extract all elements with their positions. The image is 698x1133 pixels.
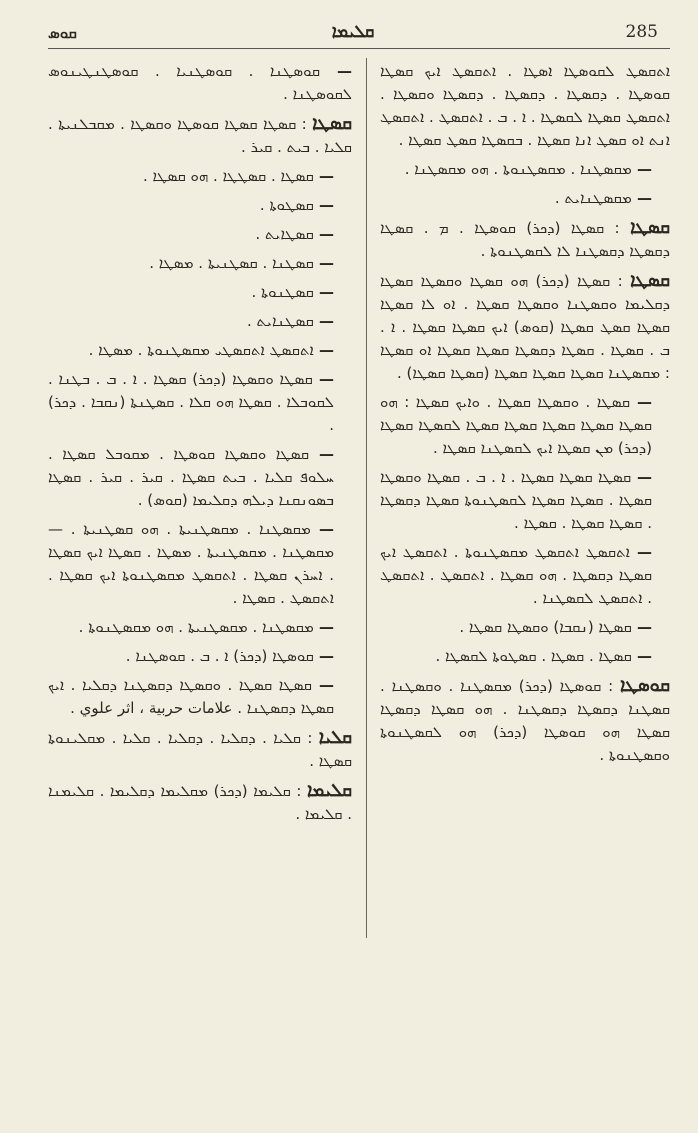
entry-text: ܩܣܛܢܐ . ܩܣܛܢܝܬܐ . ܡܣܛܐ . [149,254,314,272]
entry-text: ܩܣܛܐ ܩܣܛܐ . ܘܩܣܛܐ ܕܩܣܛܢܐ ܕܩܠܝܐ . ܐܝܟ ܩܣܛܐ ܕܩܣܛܢܐ . علامات حربية ، اثر علوي . [48,676,334,717]
right-column [380,60,670,773]
entry-dash: — [309,445,334,463]
dictionary-subentry [48,339,352,362]
entry-dash: — [311,676,334,694]
running-head-left: ܩܘܣ [48,24,77,42]
entry-text: ܩܣܛܐ ܘܩܣܛܐ (ܕܟܪ) ܩܣܛܐ . ܐ . ܒ . ܒܛܢܐ . ܠܩܘܒܠܐ . ܩܣܛܐ ܗܘ ܩܠܐ . ܩܣܛܢܬܐ (ܢܩܒܐ . ܕܟܪ) . [48,370,334,434]
left-column [48,60,352,832]
entry-dash: — [313,225,334,243]
dictionary-subentry [48,443,352,512]
dictionary-subentry [380,187,670,210]
dictionary-entry [48,779,352,826]
entry-text: ܡܩܣܛܢܐ . ܡܩܣܛܢܝܬܐ . ܗܘ ܩܣܛܢܝܬܐ . — ܡܩܣܛܢܐ . ܡܩܣܛܢܝܬܐ . ܡܣܛܐ . ܩܣܛܐ ܐܝܟ ܩܣܛܐ . ܐܚܪܢ ܩܣܛܐ . ܐܬܩܣܛ ܡܩܣܛܢܘܬܐ ܐܝܟ ܩܣܛܐ . ܐܬܩܣܛ . ܩܣܛܐ . [48,520,334,607]
running-head-center: ܩܠܝܡܐ [331,22,375,42]
entry-text: ܩܣܛܐ ܘܩܣܛܐ ܩܘܣܛܐ . ܡܩܘܒܠ ܩܣܛܐ . ܚܠܘܦ ܩܠܝܐ . ܒܝܬ ܩܣܛܐ . ܩܝܪ . ܩܝܪ . ܩܣܛܐ ܒܣܘܢܩܢܐ ܕܝܠܗ ܕܩܠܝܡܐ (ܩܘܣ) . [48,445,334,509]
entry-dash: — [313,167,334,185]
entry-dash: — [310,520,334,538]
dictionary-subentry [48,368,352,437]
dictionary-subentry [48,281,352,304]
entry-dash: — [631,468,652,486]
entry-dash: — [313,254,334,272]
dictionary-subentry [48,165,352,188]
dictionary-subentry [48,223,352,246]
page-number: 285 [625,22,658,42]
entry-text: : ܩܠܝܐ . ܕܩܠܝܐ . ܕܩܠܝܐ . ܩܠܝܐ . ܡܩܠܝܢܘܬܐ ܩܣܛܐ . [48,729,352,770]
entry-dash: — [631,647,652,665]
entry-text: ܐܬܩܣܛ ܠܩܘܣܛܐ ܐܣܛܐ . ܐܬܩܣܛ ܐܝܟ ܩܣܛܐ ܩܘܣܛܐ . ܕܩܣܛܐ . ܕܩܣܛܐ . ܕܩܣܛܐ ܘܩܣܛܐ . ܐܬܩܣܛ ܩܣܛܐ ܠܩܣܛܐ . ܐ . ܒ . ܐܬܩܣܛ . ܐܬܩܣܛ ܐܢܬ ܐܘ ܩܣܛ ܐܢܐ ܩܣܛܐ . ܒܩܣܛܐ ܩܣܛ ܩܣܛܐ . [380,62,670,149]
entry-text: ܡܩܣܛܢܐܝܬ . [554,189,632,207]
entry-dash: — [631,160,652,178]
dictionary-subentry [380,391,670,460]
column-divider [366,58,367,938]
entry-text: ܡܩܣܛܢܐ . ܡܩܣܛܢܘܬܐ . ܗܘ ܡܩܣܛܢܐ . [404,160,632,178]
dictionary-subentry [48,310,352,333]
dictionary-entry [48,726,352,773]
dictionary-subentry [48,60,352,106]
entry-text: ܩܘܣܛܐ (ܕܟܪ) ܐ . ܒ . ܩܘܣܛܢܐ . [125,647,314,665]
entry-text: ܩܣܛܐ (ܢܩܒܐ) ܘܩܣܛܐ ܩܣܛܐ . [459,618,632,636]
entry-dash: — [631,618,652,636]
entry-text: ܐܬܩܣܛ ܐܬܩܣܛ ܡܩܣܛܢܘܬܐ . ܐܬܩܣܛ ܐܝܟ ܩܣܛܐ ܕܩܣܛܐ . ܗܘ ܩܣܛܐ . ܐܬܩܣܛ . ܐܬܩܣܛ . ܐܬܩܣܛ ܠܩܣܛܢܐ . [380,543,652,607]
entry-dash: — [320,62,352,80]
dictionary-subentry [48,645,352,668]
dictionary-subentry [380,645,670,668]
entry-dash: — [313,647,334,665]
dictionary-subentry [48,674,352,720]
headword: ܩܣܛܐ [312,113,352,134]
entry-dash: — [313,312,334,330]
entry-text: ܩܣܛܐܝܬ . [255,225,314,243]
entry-text: ܩܣܛܐ . ܩܣܛܛܐ . ܗܘ ܩܣܛܐ . [142,167,314,185]
dictionary-entry [380,216,670,263]
entry-text: ܩܘܣܛܢܐ . ܩܘܣܛܢܝܐ . ܩܘܣܛܢܛܝܢܘܣ ܠܩܘܣܛܢܐ . [48,62,352,103]
entry-dash: — [313,196,334,214]
entry-text: : ܩܠܝܡܐ (ܕܟܪ) ܡܩܠܝܡܐ ܕܩܠܝܡܐ . ܩܠܝܡܢܐ . ܩܠܝܡܐ . [48,782,352,823]
headword: ܩܘܣܛܐ [620,675,670,696]
entry-text: ܩܣܛܐ . ܘܩܣܛܐ ܩܣܛܐ . ܘܐܝܟ ܩܣܛܐ : ܗܘ ܩܣܛܐ ܩܣܛܐ ܩܣܛܐ ܩܣܛܐ ܩܣܛܐ ܠܩܣܛܐ ܩܣܛܐ (ܕܟܪ) ܡܢ ܩܣܛܐ ܐܝܟ ܠܩܣܛܢܐ ܩܣܛܐ . [380,393,652,457]
dictionary-entry [380,269,670,385]
entry-text: ܩܣܛܘܬܐ . [259,196,314,214]
dictionary-entry [48,112,352,159]
entry-dash: — [313,283,334,301]
headword: ܩܣܛܐ [630,217,670,238]
dictionary-subentry [380,616,670,639]
header-rule [48,48,670,49]
headword: ܩܣܛܐ [630,270,670,291]
entry-dash: — [629,543,652,561]
entry-dash: — [312,370,334,388]
entry-text: ܩܣܛܢܘܬܐ . [251,283,314,301]
dictionary-subentry [380,158,670,181]
dictionary-subentry [48,252,352,275]
entry-text: ܡܩܣܛܢܐ . ܡܩܣܛܢܝܬܐ . ܗܘ ܡܩܣܛܢܘܬܐ . [78,618,314,636]
entry-dash: — [313,618,334,636]
dictionary-subentry [48,518,352,610]
dictionary-subentry [380,541,670,610]
entry-text: : ܩܣܛܐ ܩܣܛܐ ܩܘܣܛܐ ܘܩܣܛܐ . ܡܩܒܠܢܝܬܐ . ܩܠܝܐ . ܒܝܬ . ܩܝܪ . [48,115,352,156]
dictionary-subentry [380,466,670,535]
entry-text: : ܩܘܣܛܐ (ܕܟܪ) ܡܩܣܛܢܐ . ܘܩܣܛܢܐ . ܩܣܛܢܐ ܕܩܣܛܐ ܕܩܣܛܢܐ . ܗܘ ܩܣܛܐ ܕܩܣܛܐ ܩܣܛܐ ܗܘ ܩܘܣܛܐ (ܕܟܪ) ܗܘ ܠܩܣܛܢܘܬܐ ܘܩܣܛܢܘܬܐ . [380,677,670,764]
dictionary-subentry [48,194,352,217]
entry-text: : ܩܣܛܐ (ܕܟܪ) ܗܘ ܩܣܛܐ ܘܩܣܛܐ ܩܣܛܐ ܕܩܠܝܡܐ ܘܩܣܛܢܐ ܘܩܣܛܐ ܩܣܛܐ . ܐܘ ܠܐ ܩܣܛܐ ܩܣܛܐ ܩܣܛ ܩܣܛܐ (ܩܘܣ) ܐܝܟ ܩܣܛܐ ܩܣܛܐ . ܐ . ܒ . ܩܣܛܐ . ܩܣܛܐ ܕܩܣܛܐ ܩܣܛܐ ܩܣܛܐ ܐܘ ܩܣܛܐ : ܡܩܣܛܢܐ ܩܣܛܐ ܩܣܛܐ ܩܣܛܐ (ܩܣܛܐ ܩܣܛܐ) . [380,272,670,382]
headword: ܩܠܝܐ [318,727,352,748]
entry-dash: — [313,341,334,359]
dictionary-entry [380,674,670,767]
entry-text: ܐܬܩܣܛ ܐܬܩܣܛܝ ܡܩܣܛܢܘܬܐ . ܡܣܛܐ . [88,341,314,359]
headword: ܩܠܝܡܐ [306,780,352,801]
entry-text: ܩܣܛܢܐܝܬ . [246,312,314,330]
page-header [48,18,658,48]
entry-dash: — [630,393,652,411]
entry-text: ܩܣܛܐ . ܩܣܛܐ . ܩܣܛܘܬܐ ܠܩܣܛܐ . [435,647,632,665]
entry-text: ܩܣܛܐ ܩܣܛܐ ܩܣܛܐ . ܐ . ܒ . ܩܣܛܐ ܘܩܣܛܐ ܩܣܛܐ . ܩܣܛܐ ܩܣܛܐ ܠܩܣܛܢܘܬܐ ܩܣܛܐ ܕܩܣܛܐ . ܩܣܛܐ ܩܣܛܐ . ܩܣܛܐ . [380,468,652,532]
dictionary-subentry [380,60,670,152]
dictionary-subentry [48,616,352,639]
entry-dash: — [631,189,652,207]
entry-text: : ܩܣܛܐ (ܕܟܪ) ܩܘܣܛܐ . ܡ . ܩܣܛܐ ܕܩܣܛܐ ܕܩܣܛܢܐ ܠܐ ܠܩܣܛܢܘܬܐ . [380,219,670,260]
